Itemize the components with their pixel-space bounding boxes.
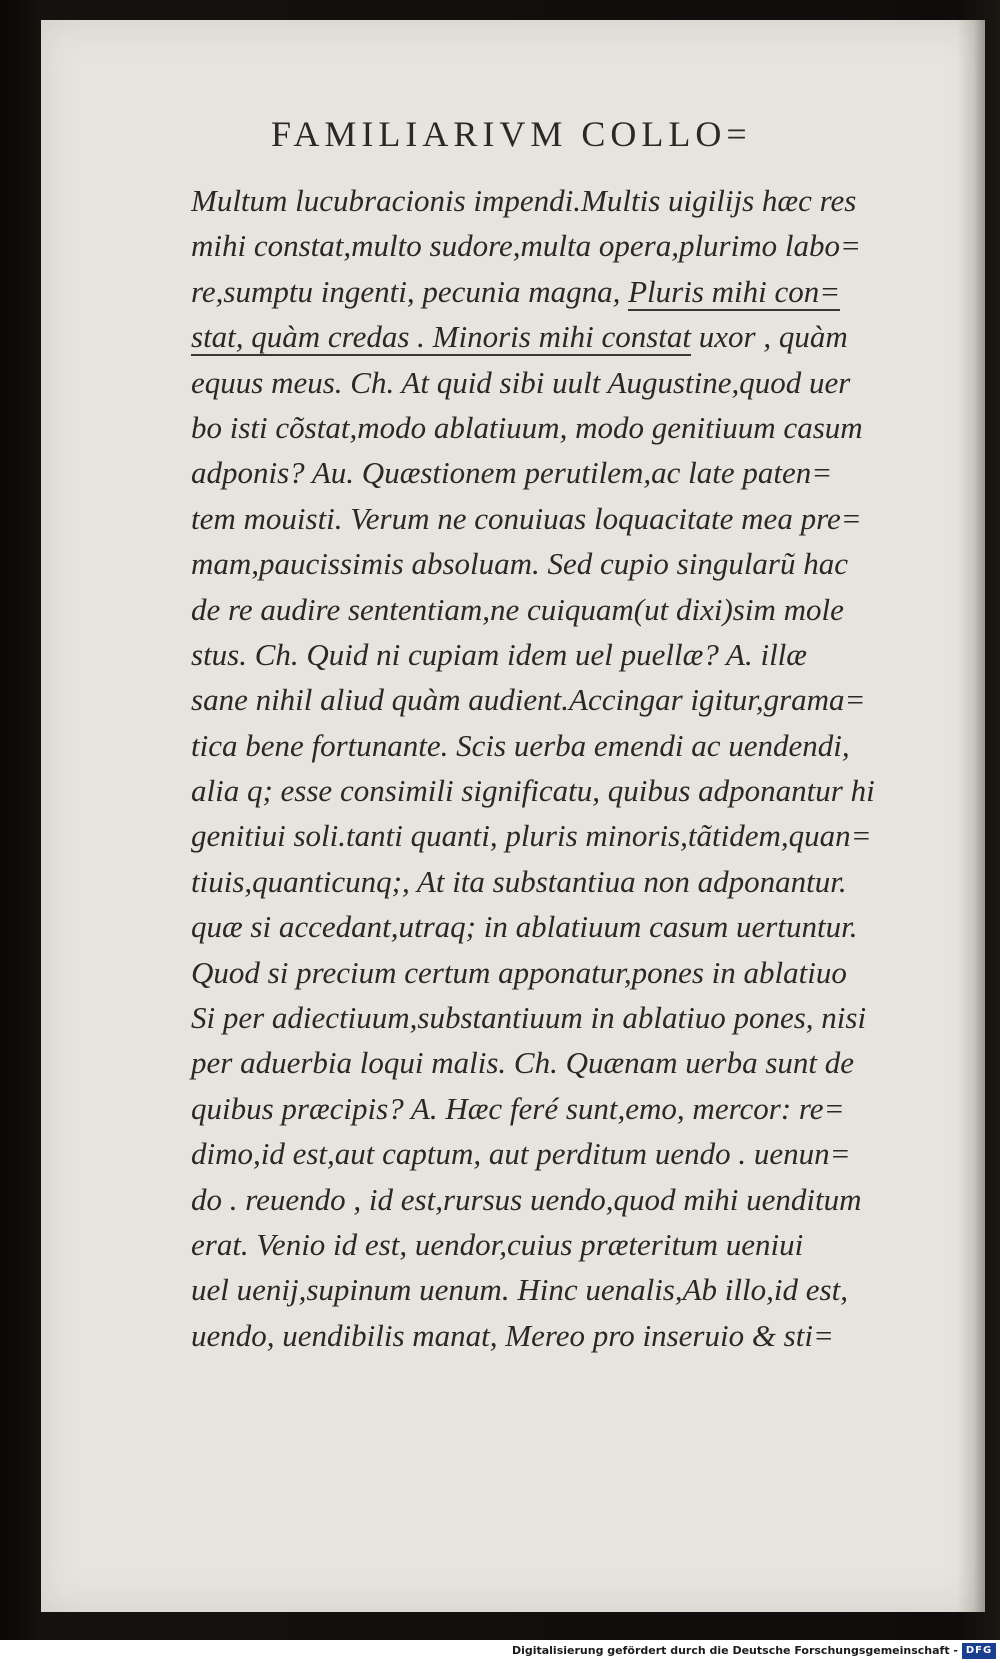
- text-line: uendo, uendibilis manat, Mereo pro inseruio & sti=: [191, 1317, 834, 1353]
- page-edge-shadow: [957, 20, 985, 1612]
- text-line: per aduerbia loqui malis. Ch. Quænam uerba sunt de: [191, 1045, 855, 1081]
- text-line: mihi constat,multo sudore,multa opera,plurimo labo=: [191, 228, 861, 264]
- text-segment: re,sumptu ingenti, pecunia magna,: [191, 273, 629, 309]
- text-line: adponis? Au. Quæstionem perutilem,ac late paten=: [191, 455, 833, 491]
- text-line: dimo,id est,aut captum, aut perditum uendo . uenun=: [191, 1136, 851, 1172]
- text-line: [191, 269, 951, 314]
- text-line: do . reuendo , id est,rursus uendo,quod mihi uenditum: [191, 1181, 862, 1217]
- underlined-phrase: stat, quàm credas . Minoris mihi constat: [191, 319, 692, 355]
- text-segment: uxor , quàm: [691, 319, 848, 355]
- text-line: quæ si accedant,utraq; in ablatiuum casum uertuntur.: [191, 909, 858, 945]
- book-page: [41, 20, 985, 1612]
- text-line: uel uenij,supinum uenum. Hinc uenalis,Ab illo,id est,: [191, 1272, 848, 1308]
- text-line: Si per adiectiuum,substantiuum in ablatiuo pones, nisi: [191, 1000, 867, 1036]
- text-line: erat. Venio id est, uendor,cuius præteritum ueniui: [191, 1226, 804, 1262]
- text-line: sane nihil aliud quàm audient.Accingar igitur,grama=: [191, 682, 866, 718]
- running-head: FAMILIARIVM COLLO=: [271, 114, 752, 154]
- text-line: mam,paucissimis absoluam. Sed cupio singularũ hac: [191, 546, 849, 582]
- dfg-logo: DFG: [962, 1643, 996, 1659]
- text-line: Multum lucubracionis impendi.Multis uigilijs hæc res: [191, 183, 857, 218]
- text-line: tiuis,quanticunq;, At ita substantiua non adponantur.: [191, 863, 847, 899]
- text-line: quibus præcipis? A. Hæc feré sunt,emo, mercor: re=: [191, 1090, 845, 1126]
- body-text: [191, 178, 951, 1358]
- text-line: de re audire sententiam,ne cuiquam(ut dixi)sim mole: [191, 591, 844, 627]
- text-line: Quod si precium certum apponatur,pones in ablatiuo: [191, 954, 847, 990]
- text-line: tica bene fortunante. Scis uerba emendi ac uendendi,: [191, 727, 850, 763]
- text-line: equus meus. Ch. At quid sibi uult Augustine,quod uer: [191, 364, 851, 400]
- text-line: alia q; esse consimili significatu, quibus adponantur hi: [191, 773, 875, 809]
- text-line: genitiui soli.tanti quanti, pluris minoris,tãtidem,quan=: [191, 818, 872, 854]
- funding-credit: Digitalisierung gefördert durch die Deutsche Forschungsgemeinschaft -: [511, 1644, 958, 1657]
- text-line: tem mouisti. Verum ne conuiuas loquacitate mea pre=: [191, 500, 862, 536]
- text-line: [191, 314, 951, 359]
- text-line: bo isti cõstat,modo ablatiuum, modo genitiuum casum: [191, 409, 863, 445]
- underlined-phrase: Pluris mihi con=: [628, 273, 841, 309]
- text-line: stus. Ch. Quid ni cupiam idem uel puellæ? A. illæ: [191, 636, 807, 672]
- digitization-footer: [0, 1640, 1000, 1663]
